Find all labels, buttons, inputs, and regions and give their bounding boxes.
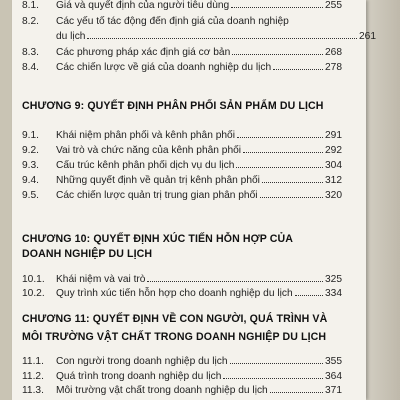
entry-page: 355 bbox=[325, 356, 342, 367]
entry-page: 304 bbox=[325, 160, 342, 171]
entry-title: Các yếu tố tác động đến định giá của doanh nghiệp bbox=[56, 16, 289, 27]
leader-dots bbox=[260, 189, 323, 198]
toc-entry-continued bbox=[22, 28, 376, 42]
entry-number: 9.2. bbox=[22, 145, 39, 156]
toc-entry bbox=[22, 157, 342, 171]
entry-number: 11.2. bbox=[22, 371, 44, 382]
entry-page: 325 bbox=[325, 274, 342, 285]
entry-page: 371 bbox=[325, 385, 342, 396]
entry-number: 10.1. bbox=[22, 274, 45, 285]
entry-title: Môi trường vật chất trong doanh nghiệp du lịch bbox=[56, 385, 268, 396]
entry-title: Cấu trúc kênh phân phối dịch vụ du lịch bbox=[56, 160, 235, 171]
leader-dots bbox=[147, 273, 323, 282]
entry-page: 364 bbox=[325, 371, 342, 382]
chapter-heading: CHƯƠNG 11: QUYẾT ĐỊNH VỀ CON NGƯỜI, QUÁ TRÌNH VÀ bbox=[22, 313, 328, 325]
entry-title: Con người trong doanh nghiệp du lịch bbox=[56, 356, 228, 367]
leader-dots bbox=[231, 0, 323, 8]
entry-number: 9.4. bbox=[22, 175, 39, 186]
entry-page: 312 bbox=[325, 175, 342, 186]
entry-page: 292 bbox=[325, 145, 342, 156]
chapter-heading: CHƯƠNG 10: QUYẾT ĐỊNH XÚC TIẾN HỖN HỢP CỦA bbox=[22, 233, 294, 245]
toc-entry bbox=[22, 127, 342, 141]
entry-number: 11.1. bbox=[22, 356, 44, 367]
toc-entry bbox=[22, 271, 342, 285]
entry-title: Giá và quyết định của người tiêu dùng bbox=[56, 0, 230, 11]
entry-number: 9.1. bbox=[22, 130, 39, 141]
leader-dots bbox=[223, 370, 323, 379]
leader-dots bbox=[262, 174, 323, 183]
chapter-heading-line-2: MÔI TRƯỜNG VẬT CHẤT TRONG DOANH NGHIỆP DU LỊCH bbox=[22, 331, 327, 343]
leader-dots bbox=[236, 159, 323, 168]
entry-number: 8.1. bbox=[22, 0, 39, 11]
entry-title: Những quyết định về quản trị kênh phân phối bbox=[56, 175, 260, 186]
entry-page: 261 bbox=[359, 31, 376, 42]
entry-number: 10.2. bbox=[22, 288, 45, 299]
entry-number: 8.2. bbox=[22, 16, 39, 27]
entry-page: 255 bbox=[325, 0, 342, 11]
entry-page: 320 bbox=[325, 190, 342, 201]
leader-dots bbox=[237, 129, 323, 138]
toc-entry bbox=[22, 382, 342, 396]
entry-title: Khái niệm và vai trò bbox=[56, 274, 146, 285]
entry-title: Vai trò và chức năng của kênh phân phối bbox=[56, 145, 242, 156]
toc-entry bbox=[22, 59, 342, 73]
leader-dots bbox=[232, 46, 323, 55]
toc-entry bbox=[22, 368, 342, 382]
entry-title: Các phương pháp xác định giá cơ bản bbox=[56, 47, 231, 58]
entry-number: 9.5. bbox=[22, 190, 39, 201]
leader-dots bbox=[87, 30, 357, 39]
entry-title: Khái niệm phân phối và kênh phân phối bbox=[56, 130, 235, 141]
leader-dots bbox=[230, 355, 323, 364]
entry-page: 334 bbox=[325, 288, 342, 299]
entry-title: du lịch bbox=[56, 31, 86, 42]
entry-number: 9.3. bbox=[22, 160, 39, 171]
leader-dots bbox=[273, 61, 323, 70]
leader-dots bbox=[243, 144, 323, 153]
entry-number: 8.4. bbox=[22, 62, 39, 73]
toc-entry bbox=[22, 172, 342, 186]
entry-page: 278 bbox=[325, 62, 342, 73]
toc-entry bbox=[22, 142, 342, 156]
chapter-heading: CHƯƠNG 9: QUYẾT ĐỊNH PHÂN PHỐI SẢN PHẨM DU LỊCH bbox=[22, 100, 324, 112]
toc-entry bbox=[22, 285, 342, 299]
toc-entry bbox=[22, 0, 342, 11]
toc-entry bbox=[22, 13, 342, 27]
entry-page: 291 bbox=[325, 130, 342, 141]
entry-title: Các chiến lược về giá của doanh nghiệp du lịch bbox=[56, 62, 272, 73]
toc-entry bbox=[22, 353, 342, 367]
toc-entry bbox=[22, 187, 342, 201]
background-surface bbox=[360, 0, 400, 400]
entry-page: 268 bbox=[325, 47, 342, 58]
entry-title: Quá trình trong doanh nghiệp du lịch bbox=[56, 371, 222, 382]
leader-dots bbox=[295, 287, 323, 296]
entry-number: 11.3. bbox=[22, 385, 44, 396]
entry-title: Các chiến lược quản trị trung gian phân phối bbox=[56, 190, 258, 201]
entry-number: 8.3. bbox=[22, 47, 39, 58]
leader-dots bbox=[270, 384, 323, 393]
entry-title: Quy trình xúc tiến hỗn hợp cho doanh nghiệp du lịch bbox=[56, 288, 293, 299]
toc-entry bbox=[22, 44, 342, 58]
chapter-heading-line-2: DOANH NGHIỆP DU LỊCH bbox=[22, 248, 153, 260]
